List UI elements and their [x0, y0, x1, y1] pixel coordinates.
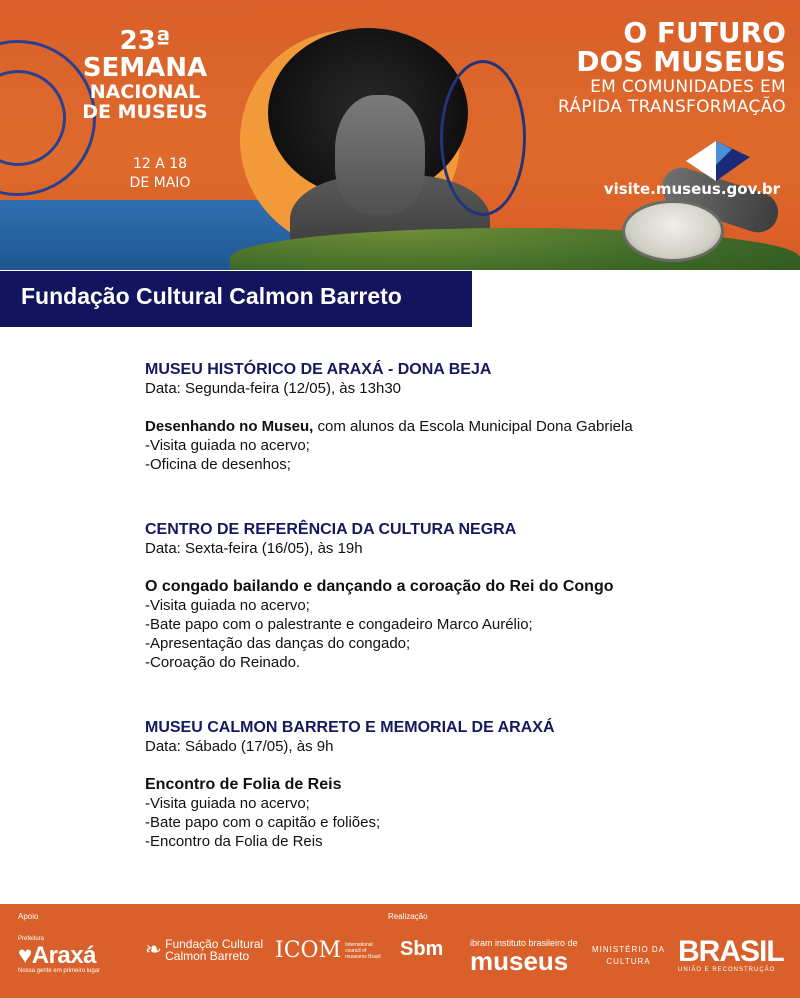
event-title: 23ª SEMANA NACIONAL DE MUSEUS	[82, 26, 208, 123]
website-link[interactable]: visite.museus.gov.br	[603, 180, 780, 198]
activity-line	[145, 417, 785, 436]
icom-logo: ICOM International council of museums Brasil	[275, 938, 381, 963]
prefeitura-araxa-logo: Prefeitura ♥Araxá Nossa gente em primeiro lugar	[18, 936, 101, 974]
sponsors-footer	[0, 904, 800, 998]
activity-item: -Bate papo com o palestrante e congadeiro Marco Aurélio;	[145, 616, 533, 633]
activity-item: -Visita guiada no acervo;	[145, 795, 310, 812]
activity-item: -Visita guiada no acervo;	[145, 597, 310, 614]
venue-block	[145, 360, 785, 474]
activity-item: -Visita guiada no acervo;	[145, 437, 310, 454]
activity-description: com alunos da Escola Municipal Dona Gabriela	[313, 418, 633, 435]
venue-date: Data: Segunda-feira (12/05), às 13h30	[145, 380, 402, 397]
activity-item: -Encontro da Folia de Reis	[145, 833, 323, 850]
heart-icon: ♥	[18, 942, 32, 969]
portrait-face	[335, 95, 425, 215]
event-theme: O FUTURO DOS MUSEUS EM COMUNIDADES EM RÁPIDA TRANSFORMAÇÃO	[557, 16, 786, 117]
event-banner	[0, 0, 800, 270]
venue-name: MUSEU CALMON BARRETO E MEMORIAL DE ARAXÁ	[145, 719, 555, 736]
venue-block	[145, 520, 785, 672]
venue-name: CENTRO DE REFERÊNCIA DA CULTURA NEGRA	[145, 521, 517, 538]
activity-item: -Apresentação das danças do congado;	[145, 635, 411, 652]
venue-date: Data: Sexta-feira (16/05), às 19h	[145, 540, 363, 557]
institution-name: Fundação Cultural Calmon Barreto	[21, 283, 402, 309]
support-label: Apoio	[18, 912, 39, 921]
activity-item: -Coroação do Reinado.	[145, 654, 301, 671]
activity-title: O congado bailando e dançando a coroação do Rei do Congo	[145, 578, 614, 595]
activity-title: Desenhando no Museu,	[145, 418, 314, 435]
program-list	[145, 360, 785, 897]
snm-kite-icon	[686, 135, 750, 183]
activity-item: -Bate papo com o capitão e foliões;	[145, 814, 381, 831]
institution-header	[0, 271, 472, 327]
leaf-icon: ❧	[145, 939, 162, 961]
venue-name: MUSEU HISTÓRICO DE ARAXÁ - DONA BEJA	[145, 361, 492, 378]
governo-brasil-logo: BRASIL UNIÃO E RECONSTRUÇÃO	[678, 935, 784, 973]
venue-block	[145, 718, 785, 851]
venue-date: Data: Sábado (17/05), às 9h	[145, 738, 334, 755]
sbm-logo: Sbm	[400, 938, 444, 960]
realization-label: Realização	[388, 912, 428, 921]
activity-item: -Oficina de desenhos;	[145, 456, 291, 473]
ibram-museus-logo: ibram instituto brasileiro de museus	[470, 938, 578, 976]
fundacao-cultural-logo: ❧ Fundação Cultural Calmon Barreto	[145, 937, 264, 963]
drum-image	[622, 200, 724, 262]
ministerio-cultura-logo: MINISTÉRIO DA CULTURA	[592, 945, 666, 966]
event-dates: 12 A 18 DE MAIO	[129, 156, 191, 191]
activity-title: Encontro de Folia de Reis	[145, 776, 342, 793]
edition-number: 23ª	[119, 26, 171, 56]
